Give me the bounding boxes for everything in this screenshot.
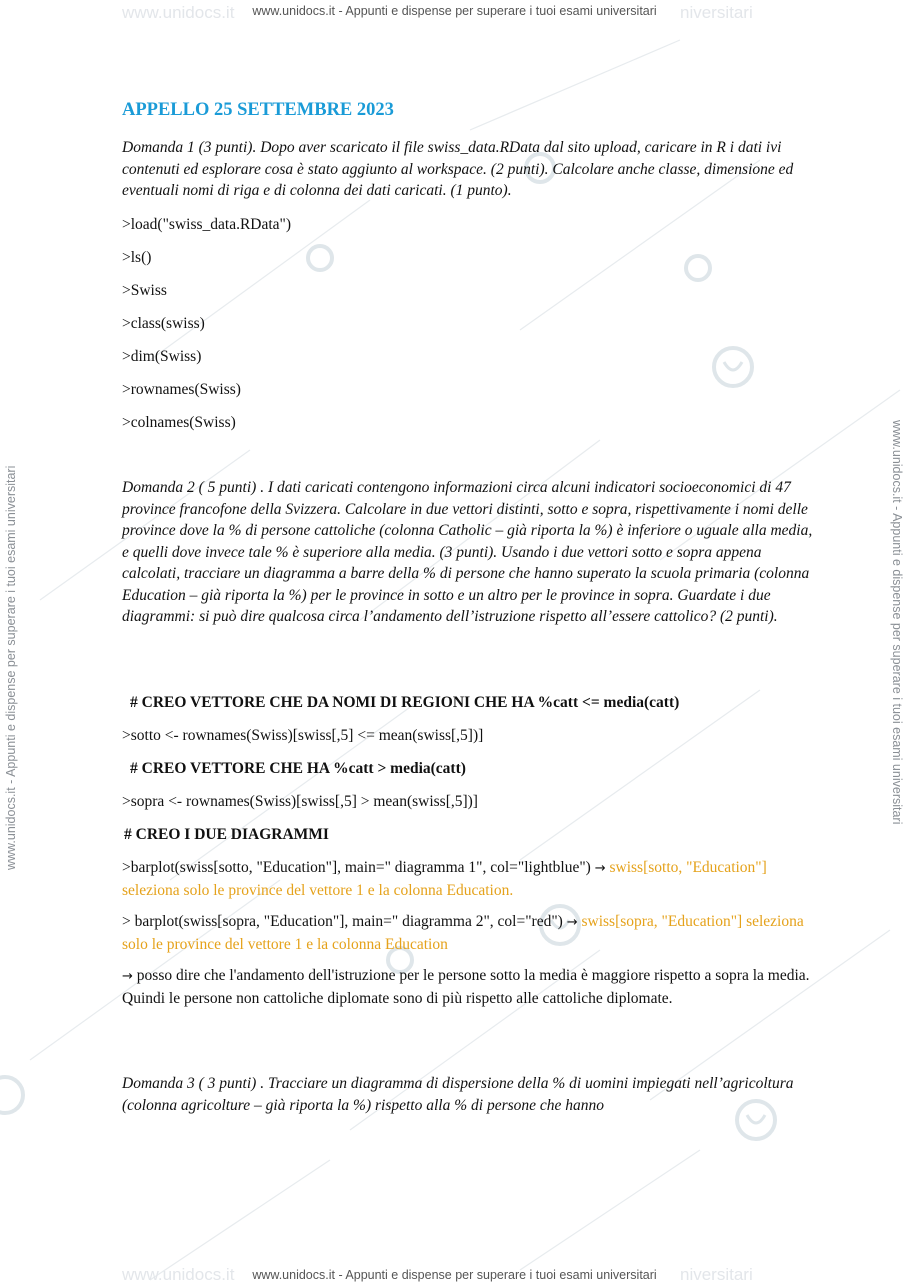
question-1: Domanda 1 (3 punti). Dopo aver scaricato il file swiss_data.RData dal sito upload, caricare in R i dati ivi contenuti ed esplorare cosa è stato aggiunto al workspace. (2 punti). Calcolare anche classe, dimensione ed eventuali nomi di riga e di colonna dei dati caricati. (1 punto). xyxy=(122,139,794,199)
code-with-note xyxy=(122,857,814,901)
code-line: >dim(Swiss) xyxy=(122,348,202,365)
answer-text xyxy=(122,965,814,1009)
watermark-footer: www.unidocs.it - Appunti e dispense per superare i tuoi esami universitari xyxy=(252,1268,657,1282)
code-line: > barplot(swiss[sopra, "Education"], main=" diagramma 2", col="red") xyxy=(122,913,563,930)
code-line: >load("swiss_data.RData") xyxy=(122,216,292,233)
comment-heading: # CREO VETTORE CHE HA %catt > media(catt) xyxy=(130,760,466,777)
watermark-logo-icon xyxy=(714,348,752,386)
code-with-note xyxy=(122,911,814,955)
comment-heading: # CREO VETTORE CHE DA NOMI DI REGIONI CHE HA %catt <= media(catt) xyxy=(130,694,680,711)
watermark-ghost-text: niversitari xyxy=(680,1265,753,1284)
watermark-logo-icon xyxy=(0,1077,23,1113)
watermark-ghost-text: niversitari xyxy=(680,3,753,22)
arrow-icon: → xyxy=(566,915,578,930)
code-note: swiss[sopra, "Education"] seleziona solo le province del vettore 1 e la colonna Education xyxy=(122,913,804,953)
answer-paragraph: posso dire che l'andamento dell'istruzione per le persone sotto la media è maggiore rispetto a sopra la media. Quindi le persone non cattoliche diplomate sono di più rispetto alle cattoliche diplomate. xyxy=(122,967,810,1007)
comment-heading: # CREO I DUE DIAGRAMMI xyxy=(124,826,329,843)
watermark-side-right: www.unidocs.it - Appunti e dispense per superare i tuoi esami universitari xyxy=(890,420,904,825)
arrow-icon: → xyxy=(594,861,606,876)
code-note: swiss[sotto, "Education"] seleziona solo le province del vettore 1 e la colonna Education. xyxy=(122,859,767,899)
code-line: >sotto <- rownames(Swiss)[swiss[,5] <= mean(swiss[,5])] xyxy=(122,727,484,744)
code-line: >ls() xyxy=(122,249,152,266)
watermark-side-left: www.unidocs.it - Appunti e dispense per superare i tuoi esami universitari xyxy=(4,465,18,870)
page-title: APPELLO 25 SETTEMBRE 2023 xyxy=(122,100,394,120)
watermark-ghost-text: www.unidocs.it xyxy=(122,1265,235,1284)
watermark-header: www.unidocs.it - Appunti e dispense per superare i tuoi esami universitari xyxy=(252,4,657,18)
question-2: Domanda 2 ( 5 punti) . I dati caricati contengono informazioni circa alcuni indicatori socioeconomici di 47 province francofone della Svizzera. Calcolare in due vettori distinti, sotto e sopra, rispettivamente i nomi delle province dove la % di persone cattoliche (colonna Catholic – già riporta la %) è inferiore o uguale alla media, e quelli dove invece tale % è superiore alla media. (3 punti). Usando i due vettori sotto e sopra appena calcolati, tracciare un diagramma a barre della % di persone che hanno superato la scuola primaria (colonna Education – già riporta la %) per le province in sotto e un altro per le province in sopra. Guardate i due diagrammi: si può dire qualcosa circa l’andamento dell’istruzione rispetto all’essere cattolico? (2 punti). xyxy=(122,479,813,625)
code-line: >class(swiss) xyxy=(122,315,205,332)
code-line: >rownames(Swiss) xyxy=(122,381,241,398)
watermark-ghost-text: www.unidocs.it xyxy=(122,3,235,22)
code-line: >colnames(Swiss) xyxy=(122,414,236,431)
watermark-logo-icon xyxy=(686,256,710,280)
code-line: >Swiss xyxy=(122,282,167,299)
question-3: Domanda 3 ( 3 punti) . Tracciare un diagramma di dispersione della % di uomini impiegati nell’agricoltura (colonna agricolture – già riporta la %) rispetto alla % di persone che hanno xyxy=(122,1075,794,1114)
watermark-logo-icon xyxy=(308,246,332,270)
code-line: >barplot(swiss[sotto, "Education"], main=" diagramma 1", col="lightblue") xyxy=(122,859,591,876)
arrow-icon: → xyxy=(122,969,133,984)
code-line: >sopra <- rownames(Swiss)[swiss[,5] > mean(swiss[,5])] xyxy=(122,793,478,810)
